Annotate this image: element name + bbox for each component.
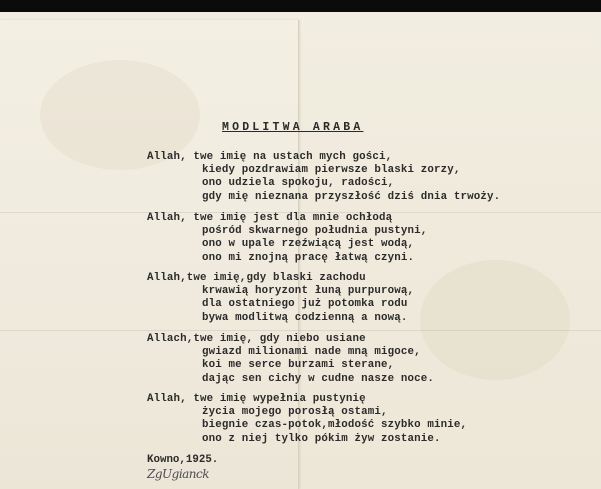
poem-line: dając sen cichy w cudne nasze noce. — [202, 372, 435, 385]
poem-line: gdy mię nieznana przyszłość dziś dnia trwoży. — [202, 190, 501, 203]
stanza-1 — [147, 151, 500, 204]
stanza-4 — [147, 333, 434, 386]
poem-line: kiedy pozdrawiam pierwsze blaski zorzy, — [202, 164, 461, 177]
poem-line: dla ostatniego już potomka rodu — [202, 298, 408, 311]
poem-line: Allah, twe imię wypełnia pustynię — [147, 393, 366, 405]
stanza-2 — [147, 212, 427, 265]
poem-line: Allach,twe imię, gdy niebo usiane — [147, 333, 366, 345]
poem-line: krwawią horyzont łuną purpurową, — [202, 285, 415, 298]
poem-line: ono w upale rzeźwiącą jest wodą, — [202, 238, 415, 251]
poem-line: Allah,twe imię,gdy blaski zachodu — [147, 272, 366, 284]
poem-line: ono z niej tylko pókim żyw zostanie. — [202, 432, 441, 445]
poem-line: ono mi znojną pracę łatwą czyni. — [202, 251, 415, 264]
poem-line: ono udziela spokoju, radości, — [202, 177, 395, 190]
handwritten-signature: ZgUgianck — [147, 467, 210, 481]
poem-line: Allah, twe imię jest dla mnie ochłodą — [147, 212, 393, 224]
poem-line: biegnie czas-potok,młodość szybko minie, — [202, 419, 468, 432]
poem-line: gwiazd milionami nade mną migoce, — [202, 346, 421, 359]
poem-title: MODLITWA ARABA — [222, 121, 364, 134]
stanza-5 — [147, 393, 467, 446]
poem-line: życia mojego porosłą ostami, — [202, 406, 388, 419]
poem-line: koi me serce burzami sterane, — [202, 359, 395, 372]
place-date: Kowno,1925. — [147, 454, 219, 466]
poem-line: Allah, twe imię na ustach mych gości, — [147, 151, 393, 163]
poem-line: pośród skwarnego południa pustyni, — [202, 225, 428, 238]
paper-stain — [420, 260, 570, 380]
poem-line: bywa modlitwą codzienną a nową. — [202, 311, 408, 324]
stanza-3 — [147, 272, 414, 325]
